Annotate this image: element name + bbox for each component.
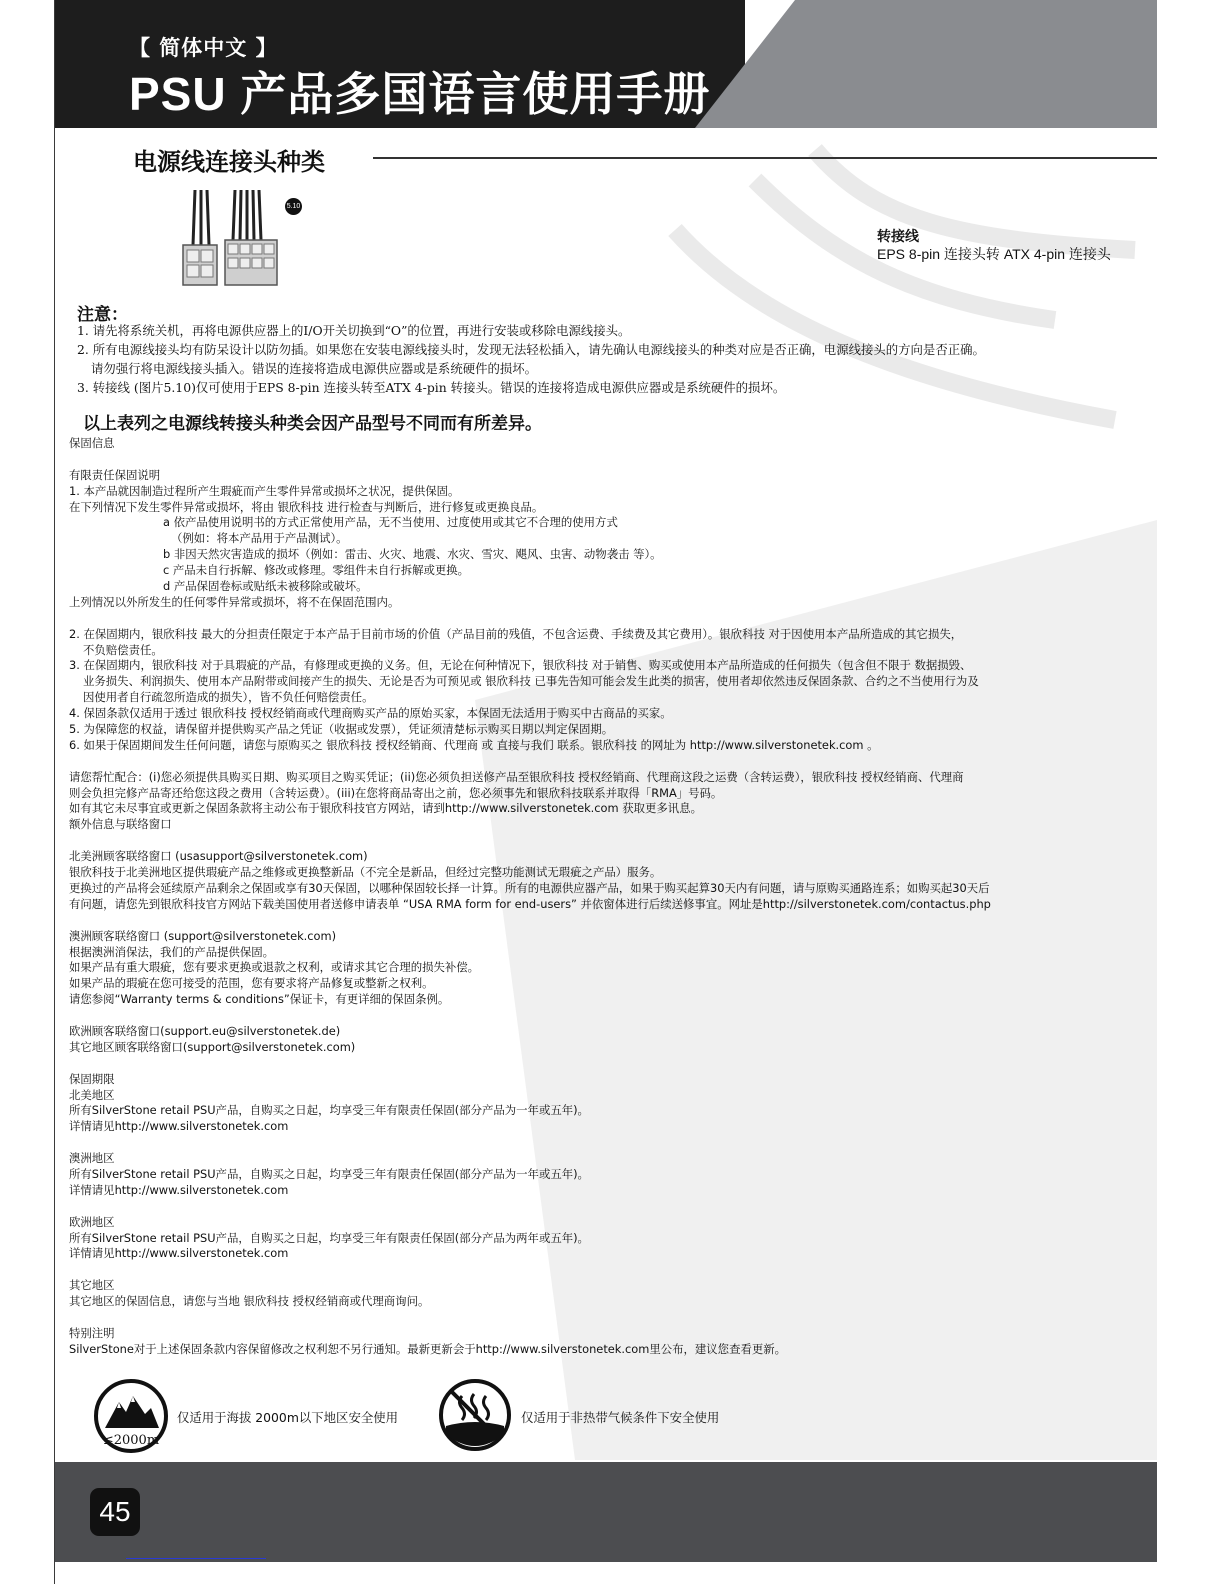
section-title: 电源线连接头种类 <box>133 148 325 176</box>
notice-list <box>77 321 1147 397</box>
warranty-line: 所有SilverStone retail PSU产品，自购买之日起，均享受三年有限责任保固(部分产品为一年或五年)。 <box>69 1103 589 1118</box>
adapter-title: 转接线 <box>877 229 919 245</box>
warranty-line: 2. 在保固期内，银欣科技 最大的分担责任限定于本产品于目前市场的价值（产品目前的残值，不包含运费、手续费及其它费用）。银欣科技 对于因使用本产品所造成的其它损失， <box>69 626 963 641</box>
notice-item: 3. 转接线 (图片5.10)仅可使用于EPS 8-pin 连接头转至ATX 4-pin 转接头。错误的连接将造成电源供应器或是系统硬件的损坏。 <box>77 380 786 395</box>
warranty-line: 业务损失、利润损失、使用本产品附带或间接产生的损失、无论是否为可预见或 银欣科技 已事先告知可能会发生此类的损害，使用者却依然违反保固条款、合约之不当使用行为及 <box>83 674 979 689</box>
region-label: 北美地区 <box>69 1087 115 1102</box>
limited-warranty-title: 有限责任保固说明 <box>69 467 161 482</box>
warranty-condition: a 依产品使用说明书的方式正常使用产品，无不当使用、过度使用或其它不合理的使用方式 <box>163 515 618 530</box>
warranty-line: 6. 如果于保固期间发生任何问题，请您与原购买之 银欣科技 授权经销商、代理商 或 直接与我们 联系。银欣科技 的网址为 http://www.silverstonetek.com 。 <box>69 737 879 752</box>
safety-icons-row <box>55 1374 1157 1454</box>
warranty-line: 有问题，请您先到银欣科技官方网站下载美国使用者送修申请表单 “USA RMA form for end-users” 并依窗体进行后续送修事宜。网址是http://silverstonetek.com/contactus.php <box>69 896 991 911</box>
warranty-line: 所有SilverStone retail PSU产品，自购买之日起，均享受三年有限责任保固(部分产品为两年或五年)。 <box>69 1230 589 1245</box>
special-note-title: 特别注明 <box>69 1325 115 1340</box>
warranty-line: 其它地区的保固信息，请您与当地 银欣科技 授权经销商或代理商询问。 <box>69 1294 430 1309</box>
warranty-condition: b 非因天然灾害造成的损坏（例如：雷击、火灾、地震、水灾、雪灾、飓风、虫害、动物袭击 等）。 <box>163 547 662 562</box>
notice-item: 1. 请先将系统关机，再将电源供应器上的I/O开关切换到“O”的位置，再进行安装或移除电源线接头。 <box>77 323 631 338</box>
warranty-line: 4. 保固条款仅适用于透过 银欣科技 授权经销商或代理商购买产品的原始买家，本保固无法适用于购买中古商品的买家。 <box>69 706 672 721</box>
warranty-line: 3. 在保固期内，银欣科技 对于具瑕疵的产品，有修理或更换的义务。但，无论在何种情况下，银欣科技 对于销售、购买或使用本产品所造成的任何损失（包含但不限于 数据损毁、 <box>69 658 972 673</box>
region-label: 欧洲地区 <box>69 1214 115 1229</box>
eu-contact: 欧洲顾客联络窗口(support.eu@silverstonetek.de) <box>69 1023 341 1038</box>
warranty-link: 详情请见http://www.silverstonetek.com <box>69 1246 289 1261</box>
warranty-line: 如果产品有重大瑕疵，您有要求更换或退款之权利，或请求其它合理的损失补偿。 <box>69 960 480 975</box>
connector-adapter-image <box>177 190 285 290</box>
altitude-limit-icon <box>93 1378 169 1454</box>
notice-item: 请勿强行将电源线接头插入。错误的连接将造成电源供应器或是系统硬件的损坏。 <box>91 361 538 376</box>
warranty-line: 所有SilverStone retail PSU产品，自购买之日起，均享受三年有限责任保固(部分产品为一年或五年)。 <box>69 1166 589 1181</box>
section-divider <box>373 157 1157 159</box>
warranty-title: 保固信息 <box>69 436 115 450</box>
figure-number-badge: 5.10 <box>285 198 302 215</box>
connector-variation-note: 以上表列之电源线转接头种类会因产品型号不同而有所差异。 <box>83 414 542 434</box>
warranty-line: 如有其它未尽事宜或更新之保固条款将主动公布于银欣科技官方网站，请到http://www.silverstonetek.com 获取更多讯息。 <box>69 801 702 816</box>
region-label: 澳洲地区 <box>69 1151 115 1166</box>
language-label: 【 简体中文 】 <box>129 36 278 60</box>
warranty-line: 如果产品的瑕疵在您可接受的范围，您有要求将产品修复或整新之权利。 <box>69 976 434 991</box>
svg-text:≤2000m: ≤2000m <box>102 1433 160 1448</box>
page-number: 45 <box>90 1488 140 1536</box>
region-label: 其它地区 <box>69 1278 115 1293</box>
au-contact: 澳洲顾客联络窗口 (support@silverstonetek.com) <box>69 928 337 943</box>
warranty-line: 请您参阅“Warranty terms & conditions”保证卡，有更详细的保固条例。 <box>69 992 450 1007</box>
warranty-line: 因使用者自行疏忽所造成的损失），皆不负任何赔偿责任。 <box>83 690 374 705</box>
warranty-link: 详情请见http://www.silverstonetek.com <box>69 1182 289 1197</box>
warranty-link: 详情请见http://www.silverstonetek.com <box>69 1119 289 1134</box>
notice-heading: 注意： <box>77 305 128 325</box>
warranty-line: 上列情况以外所发生的任何零件异常或损坏，将不在保固范围内。 <box>69 594 400 609</box>
notice-item: 2. 所有电源线接头均有防呆设计以防勿插。如果您在安装电源线接头时，发现无法轻松插入，请先确认电源线接头的种类对应是否正确，电源线接头的方向是否正确。 <box>77 342 985 357</box>
warranty-line: 更换过的产品将会延续原产品剩余之保固或享有30天保固，以哪种保固较长择一计算。所有的电源供应器产品，如果于购买起算30天内有问题，请与原购买通路连系；如购买起30天后 <box>69 880 990 895</box>
warranty-period-title: 保固期限 <box>69 1071 115 1086</box>
footer-band <box>55 1462 1157 1562</box>
warranty-line: 在下列情况下发生零件异常或损坏，将由 银欣科技 进行检查与判断后，进行修复或更换良品。 <box>69 499 544 514</box>
warranty-line: 根据澳洲消保法，我们的产品提供保固。 <box>69 944 275 959</box>
manual-page <box>55 0 1157 1584</box>
warranty-line: 不负赔偿责任。 <box>83 642 163 657</box>
altitude-limit-text: 仅适用于海拔 2000m以下地区安全使用 <box>177 1410 399 1425</box>
other-contact: 其它地区顾客联络窗口(support@silverstonetek.com) <box>69 1039 356 1054</box>
warranty-line: 1. 本产品就因制造过程所产生瑕疵而产生零件异常或损坏之状况，提供保固。 <box>69 483 460 498</box>
warranty-section <box>69 436 1153 1358</box>
extra-info-title: 额外信息与联络窗口 <box>69 817 172 832</box>
warranty-line: 银欣科技于北美洲地区提供瑕疵产品之维修或更换整新品（不完全是新品，但经过完整功能测试无瑕疵之产品）服务。 <box>69 865 662 880</box>
na-contact: 北美洲顾客联络窗口 (usasupport@silverstonetek.com) <box>69 849 368 864</box>
non-tropical-climate-text: 仅适用于非热带气候条件下安全使用 <box>521 1410 720 1425</box>
manual-title: PSU 产品多国语言使用手册 <box>129 68 711 120</box>
non-tropical-climate-icon <box>438 1378 512 1452</box>
warranty-condition: （例如：将本产品用于产品测试）。 <box>171 531 348 546</box>
warranty-line: 请您帮忙配合：(i)您必须提供具购买日期、购买项目之购买凭证；(ii)您必须负担送修产品至银欣科技 授权经销商、代理商这段之运费（含转运费），银欣科技 授权经销商、代理商 <box>69 769 964 784</box>
footer-link-underline <box>126 1558 266 1559</box>
adapter-description: EPS 8-pin 连接头转 ATX 4-pin 连接头 <box>877 246 1111 262</box>
warranty-condition: c 产品未自行拆解、修改或修理。零组件未自行拆解或更换。 <box>163 563 470 578</box>
warranty-line: 5. 为保障您的权益，请保留并提供购买产品之凭证（收据或发票），凭证须清楚标示购买日期以判定保固期。 <box>69 722 614 737</box>
warranty-condition: d 产品保固卷标或贴纸未被移除或破坏。 <box>163 579 368 594</box>
warranty-line: 则会负担完修产品寄还给您这段之费用（含转运费）。(iii)在您将商品寄出之前，您必须事先和银欣科技联系并取得「RMA」号码。 <box>69 785 723 800</box>
special-note-text: SilverStone对于上述保固条款内容保留修改之权利恕不另行通知。最新更新会于http://www.silverstonetek.com里公布，建议您查看更新。 <box>69 1341 787 1356</box>
